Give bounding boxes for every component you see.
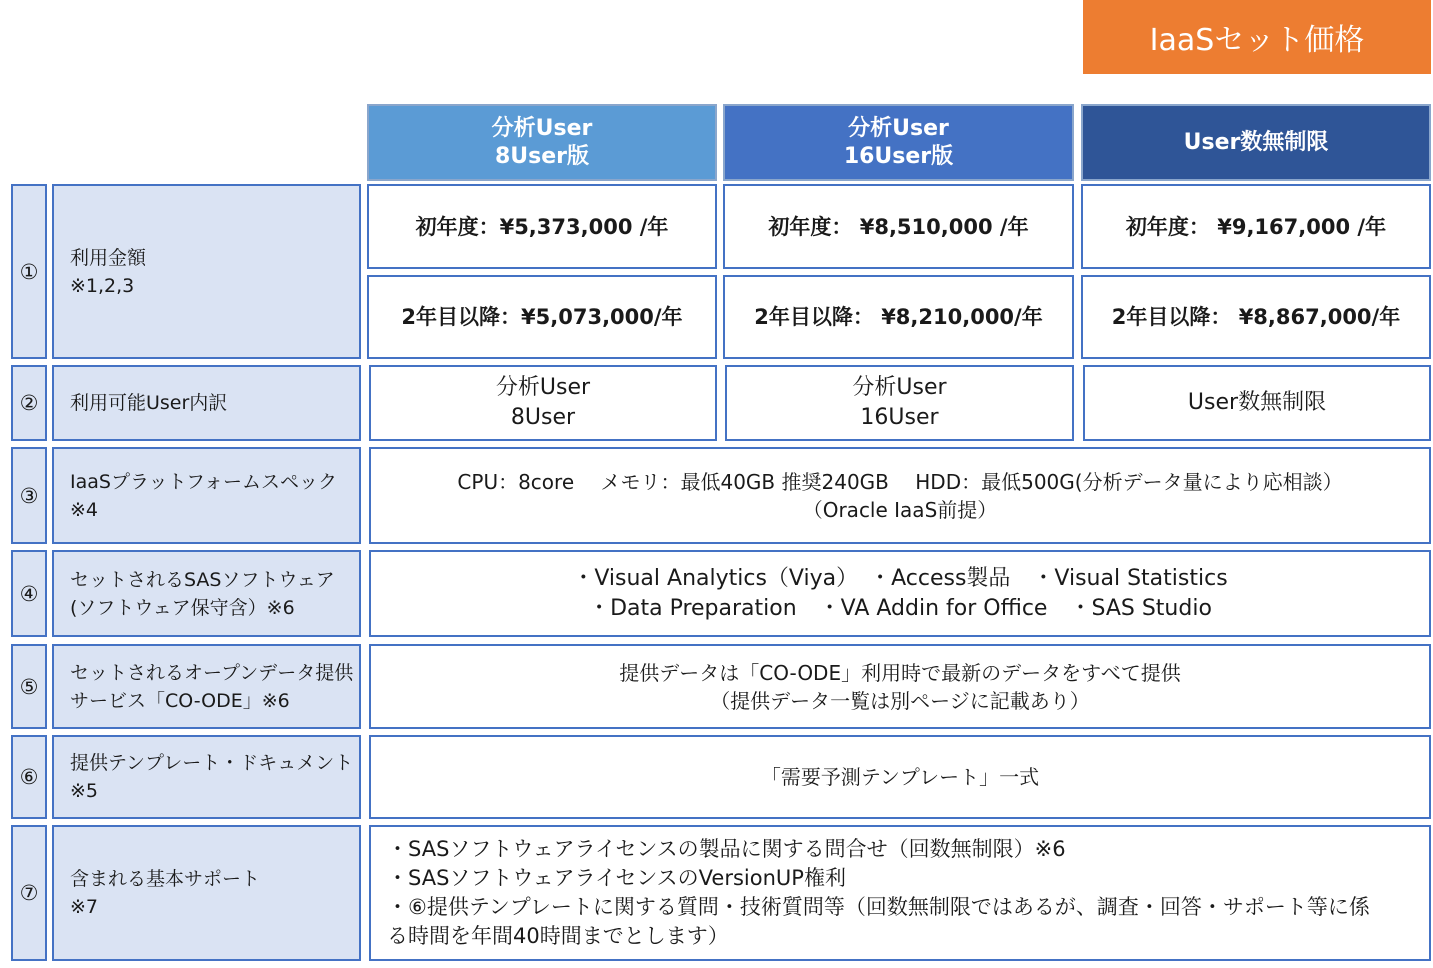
software-line2: ・Data Preparation ・VA Addin for Office ・SAS Studio bbox=[588, 595, 1212, 621]
column-header-line2: 16User版 bbox=[843, 143, 954, 169]
row-number: ② bbox=[11, 365, 47, 441]
spec-line2: （Oracle IaaS前提） bbox=[802, 497, 998, 522]
opendata-line1: 提供データは「CO-ODE」利用時で最新のデータをすべて提供 bbox=[619, 660, 1181, 685]
page-title: IaaSセット価格 bbox=[1083, 0, 1431, 74]
price-first-year-8user: 初年度：¥5,373,000 /年 bbox=[367, 184, 717, 269]
users-16user bbox=[725, 365, 1074, 441]
column-header-line1: User数無制限 bbox=[1183, 129, 1329, 155]
opendata-line2: （提供データ一覧は別ページに記載あり） bbox=[710, 688, 1090, 713]
row-label-note: ※7 bbox=[70, 896, 99, 918]
support-line2: ・SASソフトウェアライセンスのVersionUP権利 bbox=[387, 866, 846, 890]
users-8user bbox=[369, 365, 717, 441]
row-number: ⑦ bbox=[11, 825, 47, 961]
support-line4: る時間を年間40時間までとします） bbox=[387, 924, 729, 948]
spec-line1: CPU：8core メモリ：最低40GB 推奨240GB HDD：最低500G(分析データ量により応相談） bbox=[457, 469, 1343, 494]
row-label-price bbox=[52, 184, 361, 359]
column-header-16user bbox=[723, 104, 1074, 181]
software-line1: ・Visual Analytics（Viya） ・Access製品 ・Visual Statistics bbox=[572, 565, 1228, 591]
row-label-text: IaaSプラットフォームスペック bbox=[70, 470, 338, 493]
price-second-year-unlimited: 2年目以降： ¥8,867,000/年 bbox=[1081, 275, 1431, 359]
row-label-users bbox=[52, 365, 361, 441]
spec-cell bbox=[369, 447, 1431, 544]
row-label-text: 提供テンプレート・ドキュメント bbox=[70, 752, 354, 774]
row-label-note: ※1,2,3 bbox=[70, 274, 135, 297]
row-label-note: ※4 bbox=[70, 498, 99, 521]
price-second-year-8user: 2年目以降：¥5,073,000/年 bbox=[367, 275, 717, 359]
users-line2: 8User bbox=[510, 405, 576, 430]
row-number: ⑤ bbox=[11, 644, 47, 729]
users-line1: User数無制限 bbox=[1187, 390, 1327, 415]
row-label-note: ※5 bbox=[70, 780, 99, 802]
column-header-unlimited bbox=[1081, 104, 1431, 181]
price-first-year-16user: 初年度： ¥8,510,000 /年 bbox=[723, 184, 1074, 269]
price-second-year-16user: 2年目以降： ¥8,210,000/年 bbox=[723, 275, 1074, 359]
price-first-year-unlimited: 初年度： ¥9,167,000 /年 bbox=[1081, 184, 1431, 269]
template-cell bbox=[369, 735, 1431, 819]
column-header-line1: 分析User bbox=[491, 115, 593, 141]
row-number: ⑥ bbox=[11, 735, 47, 819]
row-number: ④ bbox=[11, 550, 47, 637]
template-line1: 「需要予測テンプレート」一式 bbox=[760, 765, 1040, 789]
row-label-text: 利用可能User内訳 bbox=[70, 392, 228, 414]
row-number: ① bbox=[11, 184, 47, 359]
row-label-text: 利用金額 bbox=[70, 246, 147, 269]
row-label-text: セットされるSASソフトウェア bbox=[70, 568, 335, 591]
users-unlimited bbox=[1083, 365, 1431, 441]
users-line1: 分析User bbox=[495, 375, 591, 400]
opendata-cell bbox=[369, 644, 1431, 729]
row-label-template bbox=[52, 735, 361, 819]
support-cell bbox=[369, 825, 1431, 961]
row-label-note: (ソフトウェア保守含）※6 bbox=[70, 596, 295, 619]
row-label-text: 含まれる基本サポート bbox=[70, 868, 261, 890]
row-label-support bbox=[52, 825, 361, 961]
row-label-opendata bbox=[52, 644, 361, 729]
row-label-note: サービス「CO-ODE」※6 bbox=[70, 689, 290, 712]
column-header-line2: 8User版 bbox=[494, 143, 590, 169]
row-label-spec bbox=[52, 447, 361, 544]
row-number: ③ bbox=[11, 447, 47, 544]
software-cell bbox=[369, 550, 1431, 637]
column-header-line1: 分析User bbox=[848, 115, 949, 141]
row-label-software bbox=[52, 550, 361, 637]
users-line1: 分析User bbox=[852, 375, 947, 400]
support-line1: ・SASソフトウェアライセンスの製品に関する問合せ（回数無制限）※6 bbox=[387, 837, 1066, 861]
row-label-text: セットされるオープンデータ提供 bbox=[70, 661, 354, 684]
column-header-8user bbox=[367, 104, 717, 181]
support-line3: ・⑥提供テンプレートに関する質問・技術質問等（回数無制限ではあるが、調査・回答・サポート等に係 bbox=[387, 895, 1370, 919]
users-line2: 16User bbox=[860, 405, 939, 430]
